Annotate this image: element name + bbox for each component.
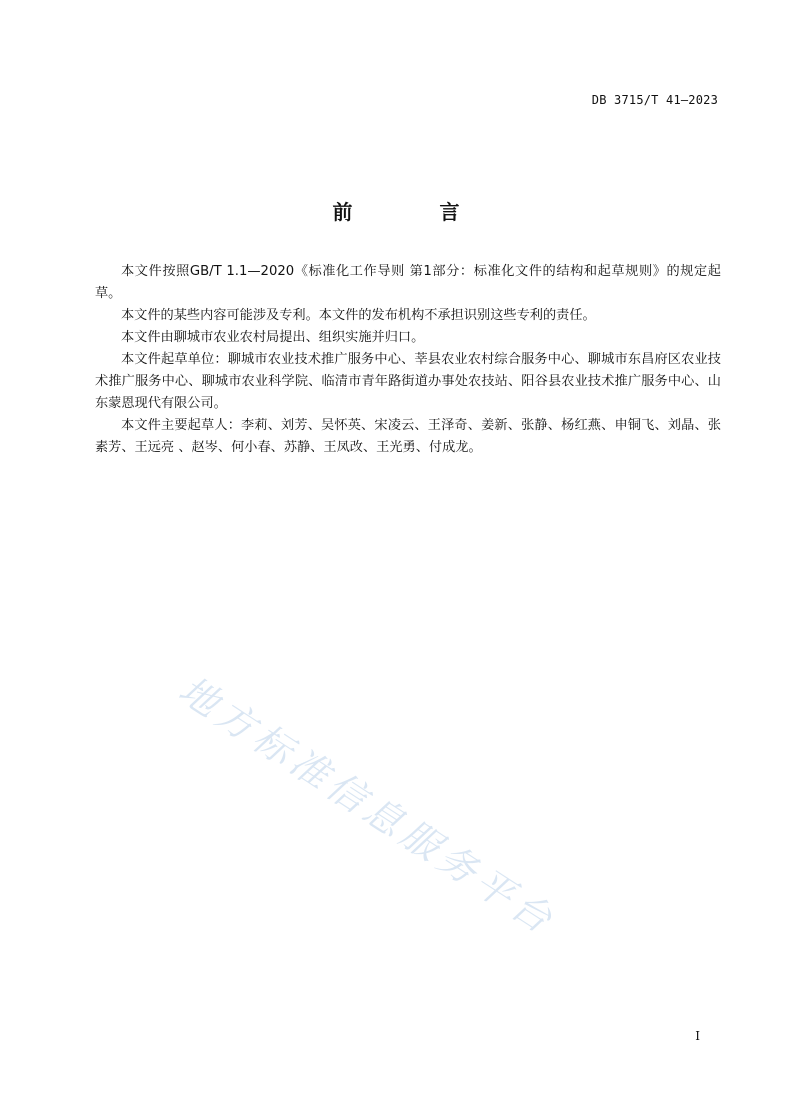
foreword-body (95, 261, 721, 459)
paragraph-drafting-units: 本文件起草单位：聊城市农业技术推广服务中心、莘县农业农村综合服务中心、聊城市东昌府区农业技术推广服务中心、聊城市农业科学院、临清市青年路街道办事处农技站、阳谷县农业技术推广服务中心、山东蒙恩现代有限公司。 (95, 352, 721, 411)
paragraph-proposer: 本文件由聊城市农业农村局提出、组织实施并归口。 (121, 330, 425, 345)
watermark: 地方标准信息服务平台 (171, 667, 565, 945)
page-number: I (695, 1029, 700, 1043)
paragraph-drafting-rules: 本文件按照GB/T 1.1—2020《标准化工作导则 第1部分：标准化文件的结构和起草规则》的规定起草。 (95, 264, 721, 301)
page-title: 前 言 (332, 200, 500, 224)
paragraph-patent-notice: 本文件的某些内容可能涉及专利。本文件的发布机构不承担识别这些专利的责任。 (121, 308, 596, 323)
document-code: DB 3715/T 41—2023 (591, 93, 718, 107)
paragraph-drafters: 本文件主要起草人：李莉、刘芳、吴怀英、宋凌云、王泽奇、姜新、张静、杨红燕、申铜飞、刘晶、张素芳、王远亮 、赵岑、何小春、苏静、王凤改、王光勇、付成龙。 (95, 418, 721, 455)
